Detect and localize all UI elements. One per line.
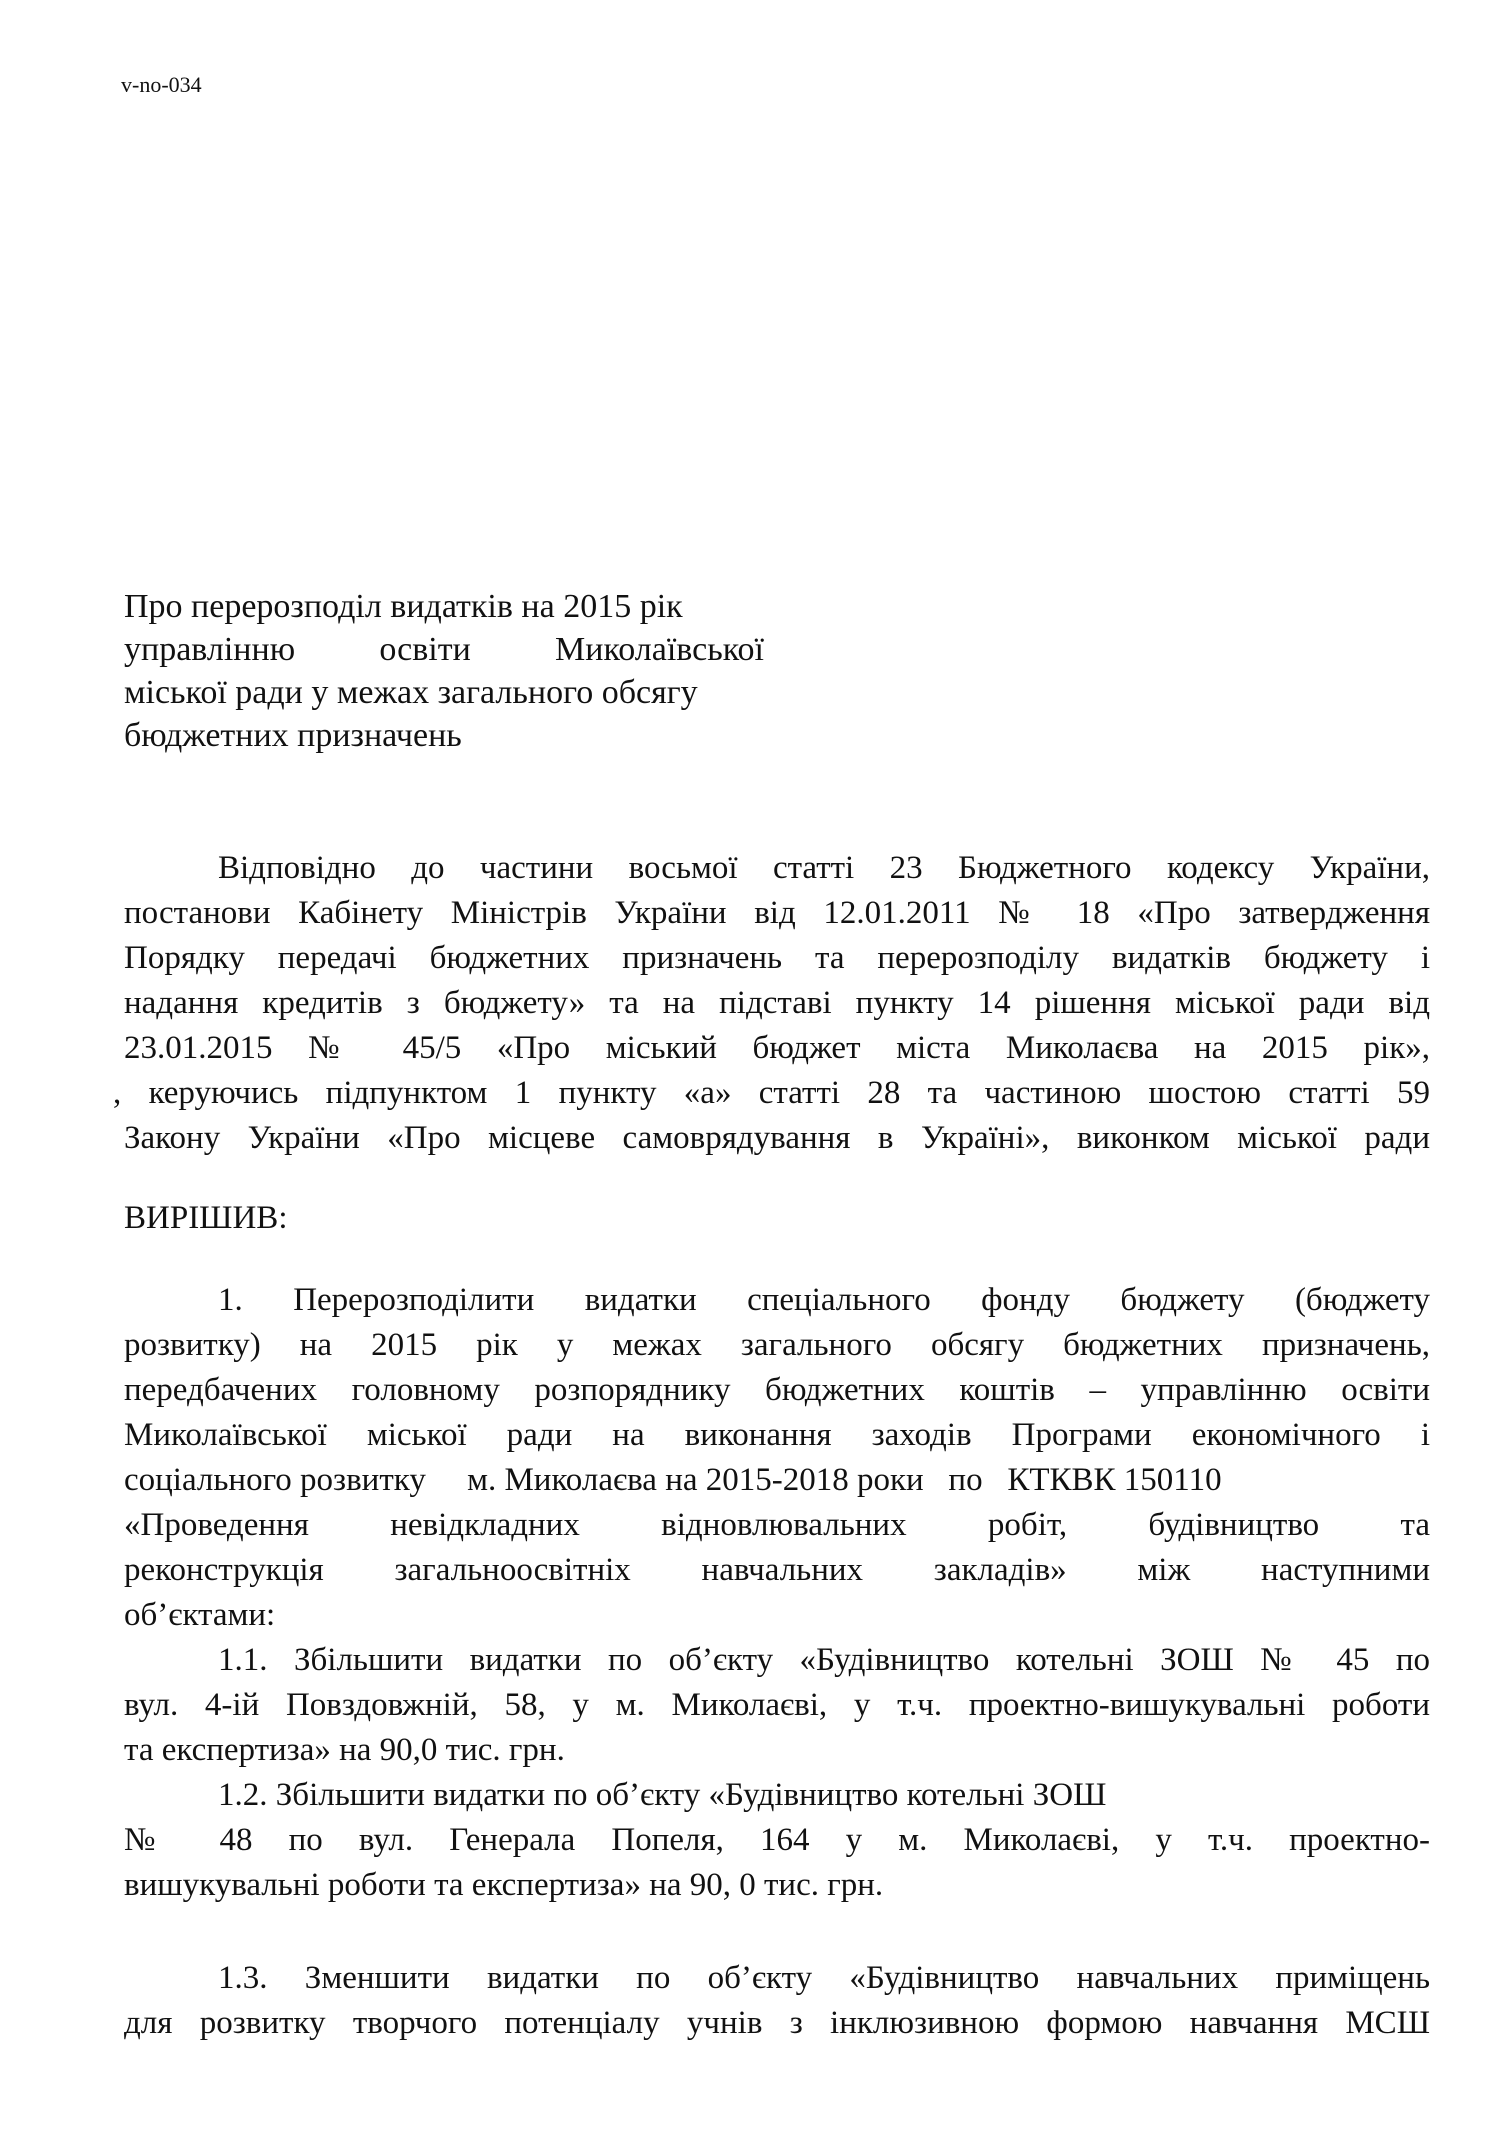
- document-id-code: v-no-034: [121, 72, 202, 97]
- decision-label: ВИРІШИВ:: [124, 1200, 288, 1236]
- item-line: вишукувальні роботи та експертиза» на 90, 0 тис. грн.: [124, 1867, 884, 1903]
- item-line: для розвитку творчого потенціалу учнів з інклюзивною формою навчання МСШ: [124, 2005, 1430, 2041]
- item-line: соціального розвитку м. Миколаєва на 2015-2018 роки по КТКВК 150110: [124, 1462, 1222, 1498]
- preamble-line: Порядку передачі бюджетних призначень та перерозподілу видатків бюджету і: [124, 940, 1430, 976]
- item-line: передбачених головному розпоряднику бюджетних коштів – управлінню освіти: [124, 1372, 1430, 1408]
- preamble-line: надання кредитів з бюджету» та на підставі пункту 14 рішення міської ради від: [124, 985, 1430, 1021]
- title-line: міської ради у межах загального обсягу: [124, 674, 698, 711]
- item-line: «Проведення невідкладних відновлювальних робіт, будівництво та: [124, 1507, 1430, 1543]
- preamble-line: 23.01.2015 № 45/5 «Про міський бюджет міста Миколаєва на 2015 рік»,: [124, 1030, 1430, 1066]
- preamble-line: постанови Кабінету Міністрів України від 12.01.2011 № 18 «Про затвердження: [124, 895, 1430, 931]
- title-line: бюджетних призначень: [124, 717, 462, 754]
- preamble-line: Закону України «Про місцеве самоврядування в Україні», виконком міської ради: [124, 1120, 1430, 1156]
- item-line: 1.1. Збільшити видатки по об’єкту «Будівництво котельні ЗОШ № 45 по: [218, 1642, 1430, 1678]
- item-line: № 48 по вул. Генерала Попеля, 164 у м. Миколаєві, у т.ч. проектно-: [124, 1822, 1430, 1858]
- item-line: розвитку) на 2015 рік у межах загального обсягу бюджетних призначень,: [124, 1327, 1430, 1363]
- preamble-line: , керуючись підпунктом 1 пункту «а» статті 28 та частиною шостою статті 59: [113, 1075, 1430, 1111]
- document-title: [124, 585, 764, 757]
- title-line: Про перерозподіл видатків на 2015 рік: [124, 588, 683, 625]
- item-line: реконструкція загальноосвітніх навчальних закладів» між наступними: [124, 1552, 1430, 1588]
- item-line: та експертиза» на 90,0 тис. грн.: [124, 1732, 565, 1768]
- title-line: управлінню освіти Миколаївської: [124, 631, 764, 668]
- item-line: Миколаївської міської ради на виконання заходів Програми економічного і: [124, 1417, 1430, 1453]
- item-line: об’єктами:: [124, 1597, 276, 1633]
- item-line: 1.2. Збільшити видатки по об’єкту «Будівництво котельні ЗОШ: [218, 1777, 1107, 1813]
- preamble-line: Відповідно до частини восьмої статті 23 Бюджетного кодексу України,: [218, 850, 1430, 886]
- item-line: вул. 4-ій Повздовжній, 58, у м. Миколаєві, у т.ч. проектно-вишукувальні роботи: [124, 1687, 1430, 1723]
- item-line: 1.3. Зменшити видатки по об’єкту «Будівництво навчальних приміщень: [218, 1960, 1430, 1996]
- item-line: 1. Перерозподілити видатки спеціального фонду бюджету (бюджету: [218, 1282, 1430, 1318]
